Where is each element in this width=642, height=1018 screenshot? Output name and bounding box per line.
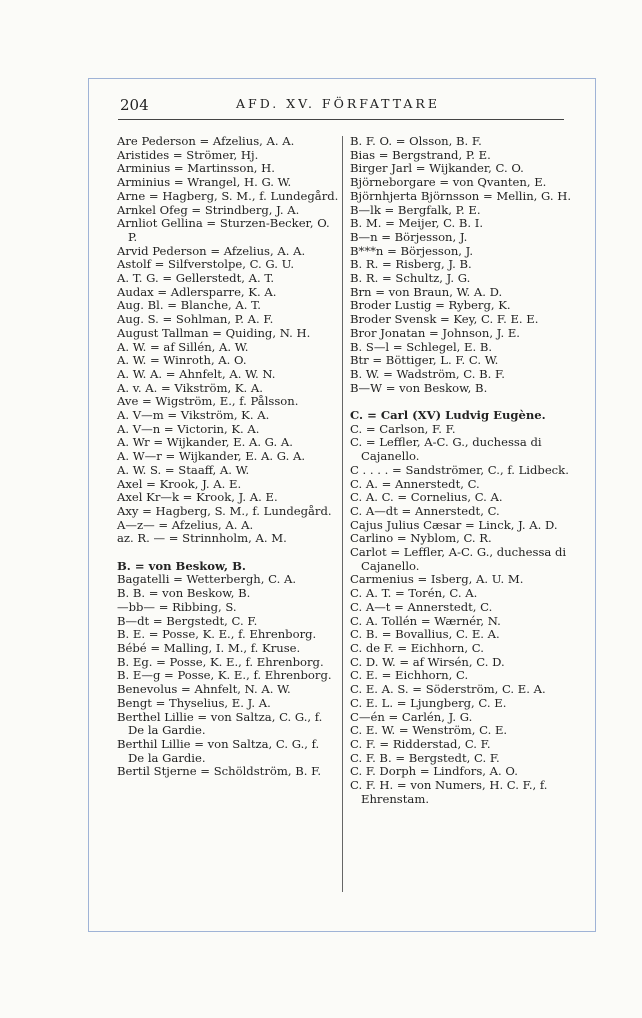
index-entry: Aug. S. = Sohlman, P. A. F.	[117, 312, 274, 327]
index-entry: Arminius = Wrangel, H. G. W.	[117, 175, 292, 190]
index-entry: Bagatelli = Wetterbergh, C. A.	[117, 572, 297, 587]
page-header	[118, 96, 558, 118]
index-entry: A. W—r = Wijkander, E. A. G. A.	[117, 449, 306, 464]
index-entry: Ave = Wigström, E., f. Pålsson.	[117, 394, 299, 409]
index-entry: C—én = Carlén, J. G.	[350, 709, 473, 724]
section-gap	[350, 395, 572, 409]
index-entry: C. F. H. = von Numers, H. C. F., f. Ehrenstam.	[350, 778, 548, 806]
index-entry: B—lk = Bergfalk, P. E.	[350, 202, 481, 217]
index-entry: Arne = Hagberg, S. M., f. Lundegård.	[117, 188, 339, 203]
index-entry: B—n = Börjesson, J.	[350, 229, 468, 244]
index-entry: B. M. = Meijer, C. B. I.	[350, 216, 484, 231]
index-entry: C. E. = Eichhorn, C.	[350, 668, 469, 683]
index-entry: Björneborgare = von Qvanten, E.	[350, 175, 547, 190]
index-entry: Bébé = Malling, I. M., f. Kruse.	[117, 641, 301, 655]
index-entry: C. E. L. = Ljungberg, C. E.	[350, 695, 507, 710]
index-entry: C. A—dt = Annerstedt, C.	[350, 503, 500, 518]
index-entry: Arminius = Martinsson, H.	[117, 161, 275, 176]
index-entry: C. A. T. = Torén, C. A.	[350, 586, 478, 601]
index-entry: C. = Carl (XV) Ludvig Eugène.	[350, 408, 546, 423]
index-entry: A. V—m = Vikström, K. A.	[117, 408, 270, 423]
index-entry: Bengt = Thyselius, E. J. A.	[117, 695, 271, 710]
index-entry: C. de F. = Eichhorn, C.	[350, 641, 484, 655]
index-entry: Brn = von Braun, W. A. D.	[350, 284, 503, 299]
index-entry: B. E—g = Posse, K. E., f. Ehrenborg.	[117, 668, 332, 683]
index-entry: Broder Svensk = Key, C. F. E. E.	[350, 312, 539, 327]
index-entry: A. W. = Winroth, A. O.	[117, 353, 247, 368]
index-entry: Bror Jonatan = Johnson, J. E.	[350, 325, 520, 340]
left-column	[117, 135, 339, 779]
index-entry: Carlino = Nyblom, C. R.	[350, 531, 492, 546]
index-entry: Audax = Adlersparre, K. A.	[117, 284, 277, 299]
running-title: AFD. XV. FÖRFATTARE	[236, 96, 440, 111]
index-entry: A. V—n = Victorin, K. A.	[117, 421, 260, 436]
index-entry: A. T. G. = Gellerstedt, A. T.	[117, 271, 275, 286]
section-gap	[117, 546, 339, 560]
index-entry: Arnliot Gellina = Sturzen-Becker, O. P.	[117, 216, 330, 244]
index-entry: B***n = Börjesson, J.	[350, 243, 474, 258]
index-entry: Broder Lustig = Ryberg, K.	[350, 298, 511, 313]
index-entry: A. v. A. = Vikström, K. A.	[117, 380, 263, 395]
index-entry: Björnhjerta Björnsson = Mellin, G. H.	[350, 188, 572, 203]
index-entry: Astolf = Silfverstolpe, C. G. U.	[117, 257, 295, 272]
index-entry: B. E. = Posse, K. E., f. Ehrenborg.	[117, 627, 317, 642]
index-entry: C. E. W. = Wenström, C. E.	[350, 723, 508, 738]
index-entry: A—z— = Afzelius, A. A.	[117, 517, 254, 532]
index-entry: B—dt = Bergstedt, C. F.	[117, 613, 258, 628]
index-entry: C. = Leffler, A-C. G., duchessa di Cajanello.	[350, 435, 542, 464]
index-entry: C. A. Tollén = Wærnér, N.	[350, 613, 501, 628]
index-entry: B—W = von Beskow, B.	[350, 380, 488, 395]
index-entry: C. A—t = Annerstedt, C.	[350, 599, 493, 614]
page-number: 204	[120, 96, 149, 114]
index-entry: A. W. = af Sillén, A. W.	[117, 339, 249, 354]
index-entry: Birger Jarl = Wijkander, C. O.	[350, 161, 524, 176]
index-entry: Aristides = Strömer, Hj.	[117, 147, 259, 162]
index-entry: Btr = Böttiger, L. F. C. W.	[350, 353, 499, 368]
index-entry: B. S—l = Schlegel, E. B.	[350, 339, 493, 354]
index-entry: B. R. = Schultz, J. G.	[350, 271, 471, 286]
index-entry: C. F. Dorph = Lindfors, A. O.	[350, 764, 518, 779]
index-entry: C. B. = Bovallius, C. E. A.	[350, 627, 500, 642]
index-entry: —bb— = Ribbing, S.	[117, 599, 237, 614]
index-entry: C. = Carlson, F. F.	[350, 421, 456, 436]
index-entry: Carmenius = Isberg, A. U. M.	[350, 572, 524, 587]
index-entry: Bias = Bergstrand, P. E.	[350, 147, 491, 162]
index-entry: Axy = Hagberg, S. M., f. Lundegård.	[117, 503, 332, 518]
index-entry: August Tallman = Quiding, N. H.	[117, 325, 311, 340]
index-entry: Aug. Bl. = Blanche, A. T.	[117, 298, 261, 313]
index-entry: C. F. B. = Bergstedt, C. F.	[350, 750, 500, 765]
index-entry: az. R. — = Strinnholm, A. M.	[117, 531, 287, 546]
index-entry: Cajus Julius Cæsar = Linck, J. A. D.	[350, 517, 558, 532]
index-entry: Axel Kr—k = Krook, J. A. E.	[117, 490, 278, 505]
column-divider	[342, 136, 343, 892]
index-entry: Berthil Lillie = von Saltza, C. G., f. De la Gardie.	[117, 736, 320, 765]
index-entry: C. F. = Ridderstad, C. F.	[350, 736, 491, 751]
index-entry: Benevolus = Ahnfelt, N. A. W.	[117, 682, 291, 697]
index-entry: C. A. = Annerstedt, C.	[350, 476, 480, 491]
index-entry: C . . . . = Sandströmer, C., f. Lidbeck.	[350, 462, 569, 477]
index-entry: Arnkel Ofeg = Strindberg, J. A.	[117, 202, 300, 217]
index-entry: Carlot = Leffler, A-C. G., duchessa di Cajanello.	[350, 545, 567, 573]
index-entry: A. W. S. = Staaff, A. W.	[117, 462, 250, 477]
index-entry: B. B. = von Beskow, B.	[117, 586, 251, 601]
index-entry: Bertil Stjerne = Schöldström, B. F.	[117, 764, 322, 779]
index-entry: Are Pederson = Afzelius, A. A.	[117, 134, 295, 148]
index-entry: A. Wr = Wijkander, E. A. G. A.	[117, 435, 293, 450]
index-entry: B. F. O. = Olsson, B. F.	[350, 134, 482, 148]
index-entry: C. D. W. = af Wirsén, C. D.	[350, 654, 505, 669]
index-entry: B. R. = Risberg, J. B.	[350, 257, 472, 272]
index-entry: Axel = Krook, J. A. E.	[117, 476, 242, 491]
index-entry: C. A. C. = Cornelius, C. A.	[350, 490, 503, 505]
header-rule	[118, 119, 564, 120]
index-entry: Berthel Lillie = von Saltza, C. G., f. De la Gardie.	[117, 709, 323, 738]
index-entry: B. W. = Wadström, C. B. F.	[350, 366, 505, 381]
index-entry: A. W. A. = Ahnfelt, A. W. N.	[117, 366, 276, 381]
right-column	[350, 135, 572, 806]
index-entry: B. Eg. = Posse, K. E., f. Ehrenborg.	[117, 654, 324, 669]
index-entry: C. E. A. S. = Söderström, C. E. A.	[350, 682, 546, 697]
index-entry: B. = von Beskow, B.	[117, 558, 246, 573]
index-entry: Arvid Pederson = Afzelius, A. A.	[117, 243, 306, 258]
